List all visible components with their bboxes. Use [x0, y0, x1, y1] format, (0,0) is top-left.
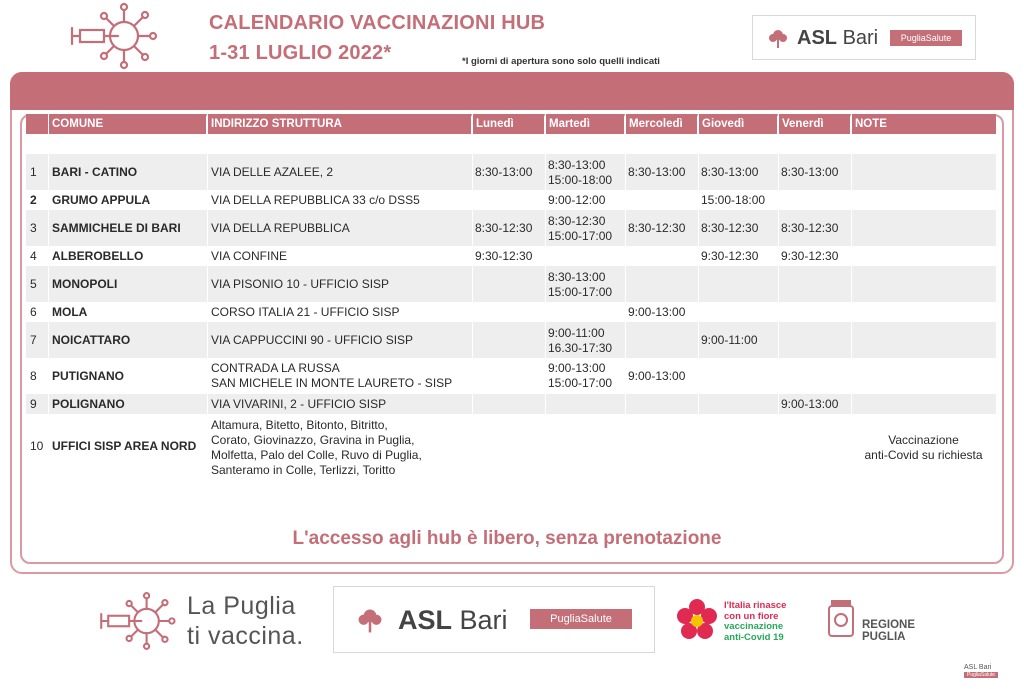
- italia-line: con un fiore: [724, 610, 779, 622]
- hours-venerdi: 8:30-12:30: [781, 221, 839, 235]
- row-number: 2: [30, 193, 37, 207]
- mini-asl-text: ASL Bari: [964, 664, 992, 671]
- comune-name: SAMMICHELE DI BARI: [52, 221, 181, 235]
- address: Altamura, Bitetto, Bitonto, Bitritto,: [211, 418, 388, 432]
- hours-martedi: 15:00-17:00: [548, 376, 613, 390]
- row-number: 7: [30, 333, 37, 347]
- hours-mercoledi: 9:00-13:00: [628, 305, 686, 319]
- row-number: 3: [30, 221, 37, 235]
- row-number: 9: [30, 397, 37, 411]
- asl-label: ASL: [797, 27, 837, 49]
- address: VIA CONFINE: [211, 249, 288, 263]
- italia-rinasce-logo: [724, 601, 786, 643]
- hours-venerdi: 9:00-13:00: [781, 397, 839, 411]
- address: Molfetta, Palo del Colle, Ruvo di Puglia,: [211, 448, 422, 462]
- column-divider: [207, 114, 208, 414]
- column-divider: [48, 114, 49, 414]
- asl-city: Bari: [842, 27, 879, 49]
- column-divider: [472, 114, 473, 414]
- address: VIA DELLE AZALEE, 2: [211, 165, 334, 179]
- hours-giovedi: 9:30-12:30: [701, 249, 759, 263]
- comune-name: UFFICI SISP AREA NORD: [52, 439, 197, 453]
- row-number: 1: [30, 165, 37, 179]
- address: VIA PISONIO 10 - UFFICIO SISP: [211, 277, 390, 291]
- col-header-number: [26, 114, 48, 134]
- hours-venerdi: 8:30-13:00: [781, 165, 839, 179]
- comune-name: ALBEROBELLO: [52, 249, 144, 263]
- italia-line: anti-Covid 19: [724, 631, 784, 643]
- note-text: anti-Covid su richiesta: [864, 448, 983, 462]
- slogan-line-2: ti vaccina.: [187, 622, 304, 650]
- hours-mercoledi: 8:30-12:30: [628, 221, 686, 235]
- row-number: 8: [30, 369, 37, 383]
- row-number: 5: [30, 277, 37, 291]
- comune-name: MOLA: [52, 305, 88, 319]
- row-number: 10: [30, 439, 44, 453]
- regione-crest-icon: [826, 598, 856, 640]
- puglia-salute-badge: PugliaSalute: [890, 30, 962, 46]
- col-header-lunedi: Lunedì: [472, 114, 544, 134]
- hours-martedi: 8:30-12:30: [548, 214, 606, 228]
- comune-name: GRUMO APPULA: [52, 193, 151, 207]
- hours-lunedi: 8:30-13:00: [475, 165, 533, 179]
- row-number: 4: [30, 249, 37, 263]
- hours-martedi: 8:30-13:00: [548, 158, 606, 172]
- hours-martedi: 15:00-17:00: [548, 229, 613, 243]
- hours-giovedi: 8:30-12:30: [701, 221, 759, 235]
- asl-bari-logo-large: [333, 586, 655, 653]
- puglia-salute-badge: PugliaSalute: [530, 609, 632, 629]
- col-header-note: NOTE: [851, 114, 996, 134]
- hours-mercoledi: 8:30-13:00: [628, 165, 686, 179]
- mini-asl-logo: [964, 664, 998, 678]
- mini-asl-badge: PugliaSalute: [964, 672, 998, 678]
- flower-icon: [674, 597, 720, 643]
- address: SAN MICHELE IN MONTE LAURETO - SISP: [211, 376, 453, 390]
- hours-martedi: 9:00-11:00: [548, 326, 605, 340]
- address: Corato, Giovinazzo, Gravina in Puglia,: [211, 433, 415, 447]
- hours-giovedi: 8:30-13:00: [701, 165, 759, 179]
- hours-martedi: 9:00-12:00: [548, 193, 606, 207]
- hours-martedi: 15:00-18:00: [548, 173, 613, 187]
- row-number: 6: [30, 305, 37, 319]
- col-header-indirizzo: INDIRIZZO STRUTTURA: [207, 114, 471, 134]
- hours-martedi: 15:00-17:00: [548, 285, 613, 299]
- address: CONTRADA LA RUSSA: [211, 361, 340, 375]
- comune-name: MONOPOLI: [52, 277, 118, 291]
- virus-syringe-icon: [96, 591, 178, 651]
- note-text: Vaccinazione: [888, 433, 959, 447]
- comune-name: POLIGNANO: [52, 397, 125, 411]
- column-divider: [851, 114, 852, 414]
- address: VIA CAPPUCCINI 90 - UFFICIO SISP: [211, 333, 414, 347]
- asl-label: ASL: [398, 605, 452, 635]
- asl-bari-logo: [752, 15, 976, 60]
- col-header-mercoledi: Mercoledì: [625, 114, 697, 134]
- address: CORSO ITALIA 21 - UFFICIO SISP: [211, 305, 400, 319]
- col-header-giovedi: Giovedì: [698, 114, 777, 134]
- column-divider: [625, 114, 626, 414]
- hours-venerdi: 9:30-12:30: [781, 249, 839, 263]
- column-divider: [778, 114, 779, 414]
- page-title: CALENDARIO VACCINAZIONI HUB: [209, 12, 546, 34]
- hours-giovedi: 9:00-11:00: [701, 333, 758, 347]
- italia-line: l'Italia rinasce: [724, 600, 787, 611]
- tree-icon: [356, 607, 384, 635]
- free-access-message: L'accesso agli hub è libero, senza prenotazione: [292, 528, 722, 549]
- column-divider: [545, 114, 546, 414]
- slogan-line-1: La Puglia: [187, 592, 296, 620]
- address: Santeramo in Colle, Terlizzi, Toritto: [211, 463, 396, 477]
- address: VIA VIVARINI, 2 - UFFICIO SISP: [211, 397, 387, 411]
- hours-martedi: 9:00-13:00: [548, 361, 606, 375]
- regione-line-2: PUGLIA: [862, 631, 906, 643]
- address: VIA DELLA REPUBBLICA: [211, 221, 350, 235]
- hours-martedi: 16.30-17:30: [548, 341, 613, 355]
- comune-name: BARI - CATINO: [52, 165, 138, 179]
- opening-days-note: *I giorni di apertura sono solo quelli indicati: [462, 56, 660, 67]
- column-divider: [698, 114, 699, 414]
- page-subtitle-period: 1-31 LUGLIO 2022*: [209, 42, 392, 64]
- italia-line: vaccinazione: [724, 621, 784, 632]
- hours-giovedi: 15:00-18:00: [701, 193, 766, 207]
- top-band: [10, 72, 1014, 110]
- col-header-venerdi: Venerdì: [778, 114, 850, 134]
- hours-lunedi: 8:30-12:30: [475, 221, 533, 235]
- hours-martedi: 8:30-13:00: [548, 270, 606, 284]
- col-header-comune: COMUNE: [48, 114, 206, 134]
- comune-name: PUTIGNANO: [52, 369, 124, 383]
- hours-mercoledi: 9:00-13:00: [628, 369, 686, 383]
- col-header-martedi: Martedì: [545, 114, 624, 134]
- asl-city: Bari: [459, 605, 508, 635]
- regione-puglia-logo: [862, 619, 915, 643]
- hours-lunedi: 9:30-12:30: [475, 249, 533, 263]
- tree-icon: [767, 28, 789, 50]
- virus-syringe-icon: [66, 2, 160, 70]
- address: VIA DELLA REPUBBLICA 33 c/o DSS5: [211, 193, 420, 207]
- comune-name: NOICATTARO: [52, 333, 131, 347]
- regione-line-1: REGIONE: [862, 619, 916, 631]
